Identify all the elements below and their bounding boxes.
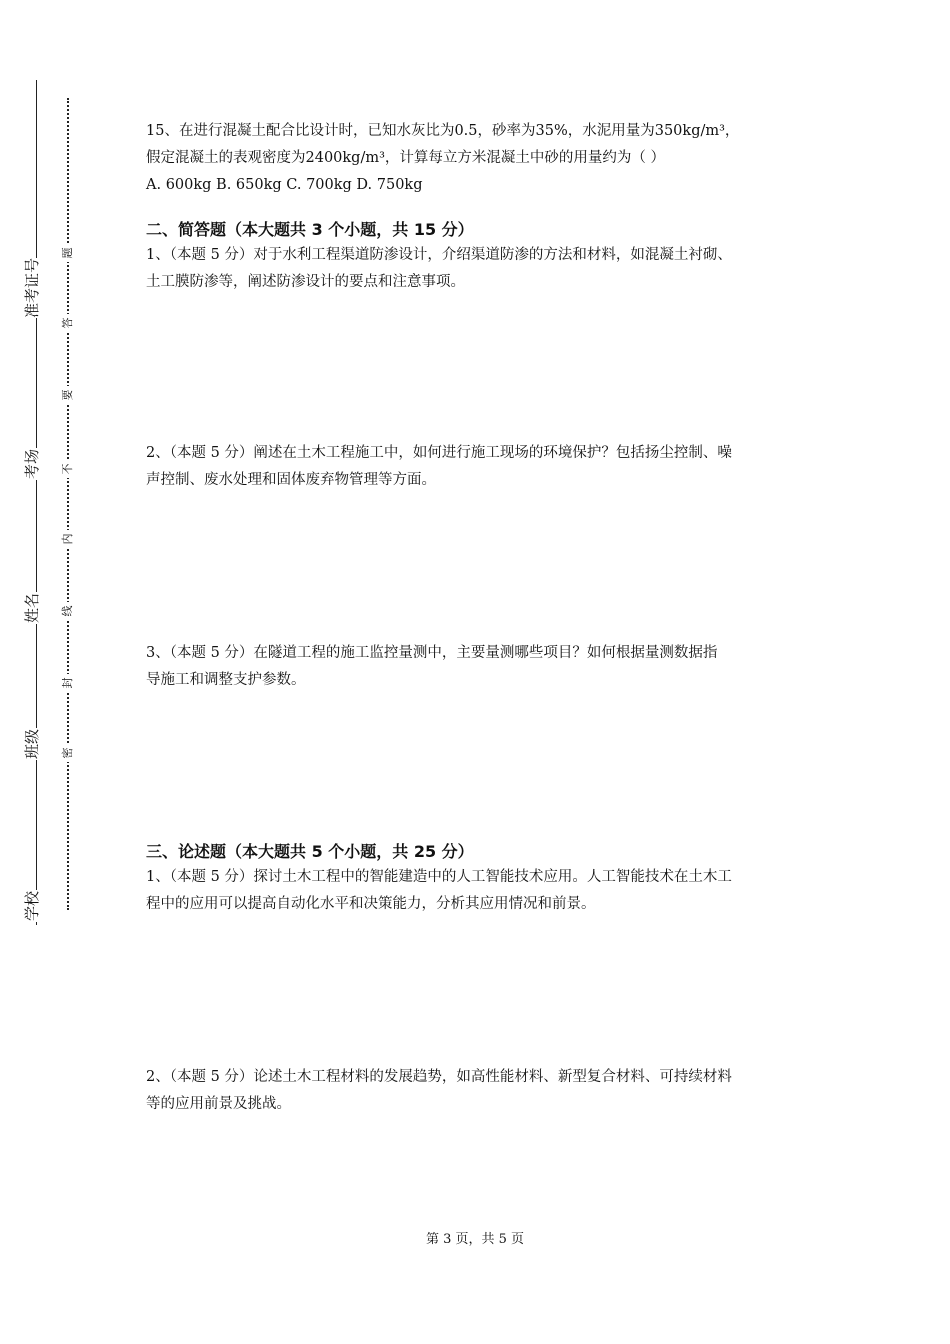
page-footer: 第 3 页，共 5 页 bbox=[425, 1232, 525, 1247]
section-3-title: 三、论述题（本大题共 5 个小题，共 25 分） bbox=[146, 842, 474, 861]
seal-char: 封 bbox=[59, 674, 77, 692]
section-3-question-2 bbox=[146, 1064, 816, 1118]
question-line: 2、（本题 5 分）论述土木工程材料的发展趋势，如高性能材料、新型复合材料、可持续材料 bbox=[146, 1069, 732, 1085]
binding-field-school: 学校 bbox=[16, 890, 56, 922]
binding-field-name: 姓名 bbox=[16, 592, 56, 624]
seal-char: 题 bbox=[59, 244, 77, 262]
binding-field-exam-room: 考场 bbox=[16, 448, 56, 480]
binding-field-class: 班级 bbox=[16, 728, 56, 760]
question-line: 1、（本题 5 分）对于水利工程渠道防渗设计，介绍渠道防渗的方法和材料，如混凝土衬砌、 bbox=[146, 247, 732, 263]
binding-field-exam-number: 准考证号 bbox=[16, 258, 56, 318]
question-line: 等的应用前景及挑战。 bbox=[146, 1096, 291, 1112]
question-line: 1、（本题 5 分）探讨土木工程中的智能建造中的人工智能技术应用。人工智能技术在土木工 bbox=[146, 869, 732, 885]
section-3-question-1 bbox=[146, 864, 816, 918]
binding-solid-line bbox=[36, 80, 37, 925]
question-15-line2: 假定混凝土的表观密度为2400kg/m³，计算每立方米混凝土中砂的用量约为（ ） bbox=[146, 150, 666, 166]
section-2-question-2 bbox=[146, 440, 816, 494]
section-2-title: 二、简答题（本大题共 3 个小题，共 15 分） bbox=[146, 220, 474, 239]
question-line: 土工膜防渗等，阐述防渗设计的要点和注意事项。 bbox=[146, 274, 465, 290]
section-2-question-1 bbox=[146, 242, 816, 296]
seal-char: 要 bbox=[59, 386, 77, 404]
question-15 bbox=[146, 118, 816, 199]
question-line: 声控制、废水处理和固体废弃物管理等方面。 bbox=[146, 472, 436, 488]
question-line: 程中的应用可以提高自动化水平和决策能力，分析其应用情况和前景。 bbox=[146, 896, 596, 912]
binding-margin bbox=[18, 80, 78, 940]
seal-char: 内 bbox=[59, 530, 77, 548]
question-line: 3、（本题 5 分）在隧道工程的施工监控量测中，主要量测哪些项目？如何根据量测数据指 bbox=[146, 645, 718, 661]
question-15-line1: 15、在进行混凝土配合比设计时，已知水灰比为0.5，砂率为35%，水泥用量为350kg/m³， bbox=[146, 123, 740, 139]
binding-dotted-line bbox=[67, 98, 69, 910]
question-line: 2、（本题 5 分）阐述在土木工程施工中，如何进行施工现场的环境保护？包括扬尘控制、噪 bbox=[146, 445, 732, 461]
seal-char: 答 bbox=[59, 314, 77, 332]
seal-char: 不 bbox=[59, 460, 77, 478]
question-line: 导施工和调整支护参数。 bbox=[146, 672, 306, 688]
seal-char: 密 bbox=[59, 744, 77, 762]
seal-char: 线 bbox=[59, 602, 77, 620]
section-2-question-3 bbox=[146, 640, 816, 694]
question-15-options: A. 600kg B. 650kg C. 700kg D. 750kg bbox=[146, 177, 423, 193]
